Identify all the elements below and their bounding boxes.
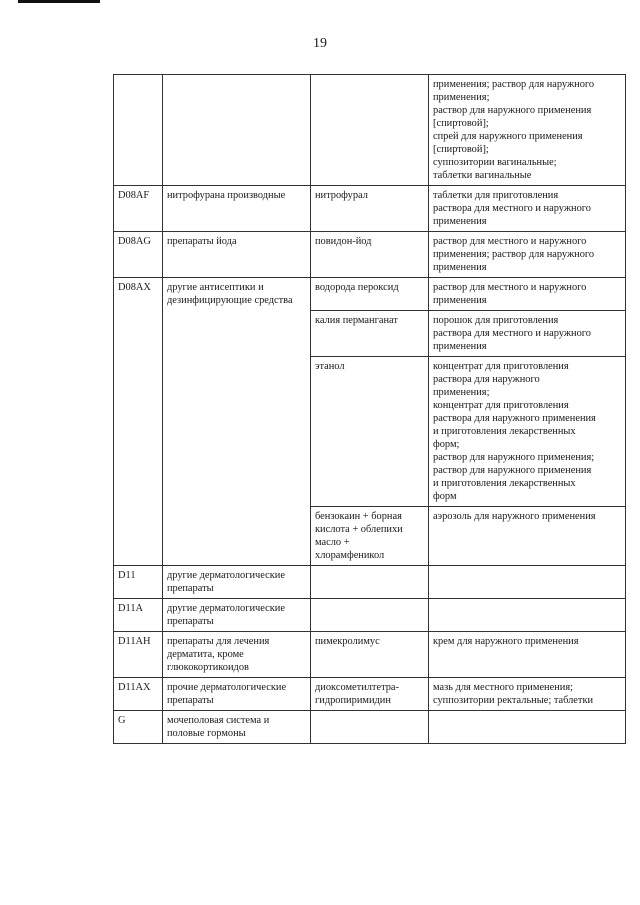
dosage-form-cell (429, 599, 626, 632)
dosage-form-cell (429, 507, 626, 566)
cell-text-line: пимекролимус (315, 636, 380, 647)
dosage-form-cell (429, 678, 626, 711)
cell-text-line: форм; (433, 439, 460, 450)
drug-name-cell (311, 678, 429, 711)
cell-text-line: G (118, 715, 126, 726)
atc-code-cell (114, 232, 163, 278)
cell-text-line: таблетки вагинальные (433, 170, 532, 181)
drug-classification-table (113, 74, 626, 744)
cell-text-line: мочеполовая система и (167, 715, 270, 726)
cell-text-line: применения (433, 341, 487, 352)
cell-text-line: раствора для наружного (433, 374, 540, 385)
cell-text-line: крем для наружного применения (433, 636, 579, 647)
dosage-form-cell (429, 232, 626, 278)
atc-code-cell (114, 678, 163, 711)
cell-text-line: применения (433, 216, 487, 227)
cell-text-line: нитрофурана производные (167, 190, 286, 201)
cell-text-line: D08AX (118, 282, 151, 293)
cell-text-line: дерматита, кроме (167, 649, 244, 660)
drug-name-cell (311, 357, 429, 507)
drug-name-cell (311, 75, 429, 186)
page-number: 19 (313, 36, 327, 51)
cell-text-line: концентрат для приготовления (433, 361, 569, 372)
cell-text-line: D11 (118, 570, 136, 581)
cell-text-line: препараты (167, 616, 214, 627)
table-row (114, 75, 626, 186)
cell-text-line: D11AX (118, 682, 151, 693)
cell-text-line: D11AH (118, 636, 151, 647)
dosage-form-cell (429, 186, 626, 232)
cell-text-line: раствор для местного и наружного (433, 282, 587, 293)
cell-text-line: D08AF (118, 190, 150, 201)
cell-text-line: дезинфицирующие средства (167, 295, 293, 306)
group-name-cell (163, 278, 311, 566)
cell-text-line: раствор для наружного применения (433, 465, 592, 476)
cell-text-line: прочие дерматологические (167, 682, 287, 693)
group-name-cell (163, 678, 311, 711)
corner-mark (18, 0, 100, 3)
cell-text-line: форм (433, 491, 457, 502)
cell-text-line: [спиртовой]; (433, 118, 489, 129)
cell-text-line: концентрат для приготовления (433, 400, 569, 411)
cell-text-line: препараты (167, 695, 214, 706)
group-name-cell (163, 599, 311, 632)
cell-text-line: раствора для местного и наружного (433, 328, 591, 339)
cell-text-line: мазь для местного применения; (433, 682, 574, 693)
group-name-cell (163, 232, 311, 278)
cell-text-line: масло + (315, 537, 350, 548)
cell-text-line: применения; раствор для наружного (433, 249, 595, 260)
cell-text-line: применения (433, 262, 487, 273)
table-row (114, 186, 626, 232)
dosage-form-cell (429, 75, 626, 186)
atc-code-cell (114, 599, 163, 632)
table-row (114, 711, 626, 744)
cell-text-line: другие антисептики и (167, 282, 264, 293)
table-row (114, 232, 626, 278)
atc-code-cell (114, 632, 163, 678)
drug-name-cell (311, 599, 429, 632)
drug-name-cell (311, 632, 429, 678)
cell-text-line: раствора для местного и наружного (433, 203, 591, 214)
table-row (114, 678, 626, 711)
atc-code-cell (114, 186, 163, 232)
cell-text-line: глюкокортикоидов (167, 662, 249, 673)
cell-text-line: гидропиримидин (315, 695, 391, 706)
drug-name-cell (311, 278, 429, 311)
cell-text-line: применения; (433, 387, 490, 398)
cell-text-line: спрей для наружного применения (433, 131, 583, 142)
cell-text-line: кислота + облепихи (315, 524, 403, 535)
table-row (114, 278, 626, 311)
group-name-cell (163, 75, 311, 186)
group-name-cell (163, 186, 311, 232)
table-row (114, 599, 626, 632)
cell-text-line: половые гормоны (167, 728, 246, 739)
cell-text-line: повидон-йод (315, 236, 372, 247)
cell-text-line: водорода пероксид (315, 282, 399, 293)
cell-text-line: применения; раствор для наружного (433, 79, 595, 90)
cell-text-line: D08AG (118, 236, 151, 247)
drug-name-cell (311, 186, 429, 232)
group-name-cell (163, 566, 311, 599)
cell-text-line: применения (433, 295, 487, 306)
drug-name-cell (311, 507, 429, 566)
dosage-form-cell (429, 711, 626, 744)
cell-text-line: препараты йода (167, 236, 237, 247)
cell-text-line: раствор для местного и наружного (433, 236, 587, 247)
cell-text-line: раствора для наружного применения (433, 413, 596, 424)
group-name-cell (163, 632, 311, 678)
cell-text-line: [спиртовой]; (433, 144, 489, 155)
cell-text-line: суппозитории вагинальные; (433, 157, 557, 168)
drug-name-cell (311, 711, 429, 744)
dosage-form-cell (429, 566, 626, 599)
dosage-form-cell (429, 278, 626, 311)
cell-text-line: другие дерматологические (167, 603, 285, 614)
cell-text-line: препараты (167, 583, 214, 594)
table-row (114, 632, 626, 678)
drug-name-cell (311, 566, 429, 599)
cell-text-line: применения; (433, 92, 490, 103)
cell-text-line: бензокаин + борная (315, 511, 402, 522)
atc-code-cell (114, 566, 163, 599)
cell-text-line: и приготовления лекарственных (433, 478, 576, 489)
cell-text-line: нитрофурал (315, 190, 368, 201)
cell-text-line: раствор для наружного применения (433, 105, 592, 116)
cell-text-line: препараты для лечения (167, 636, 270, 647)
cell-text-line: калия перманганат (315, 315, 398, 326)
cell-text-line: суппозитории ректальные; таблетки (433, 695, 594, 706)
cell-text-line: таблетки для приготовления (433, 190, 559, 201)
group-name-cell (163, 711, 311, 744)
drug-name-cell (311, 311, 429, 357)
atc-code-cell (114, 278, 163, 566)
cell-text-line: другие дерматологические (167, 570, 285, 581)
table-row (114, 566, 626, 599)
cell-text-line: и приготовления лекарственных (433, 426, 576, 437)
cell-text-line: диоксометилтетра- (315, 682, 400, 693)
dosage-form-cell (429, 311, 626, 357)
dosage-form-cell (429, 357, 626, 507)
dosage-form-cell (429, 632, 626, 678)
atc-code-cell (114, 75, 163, 186)
cell-text-line: хлорамфеникол (315, 550, 385, 561)
drug-name-cell (311, 232, 429, 278)
atc-code-cell (114, 711, 163, 744)
cell-text-line: раствор для наружного применения; (433, 452, 595, 463)
cell-text-line: этанол (315, 361, 345, 372)
cell-text-line: D11A (118, 603, 144, 614)
cell-text-line: аэрозоль для наружного применения (433, 511, 596, 522)
cell-text-line: порошок для приготовления (433, 315, 559, 326)
